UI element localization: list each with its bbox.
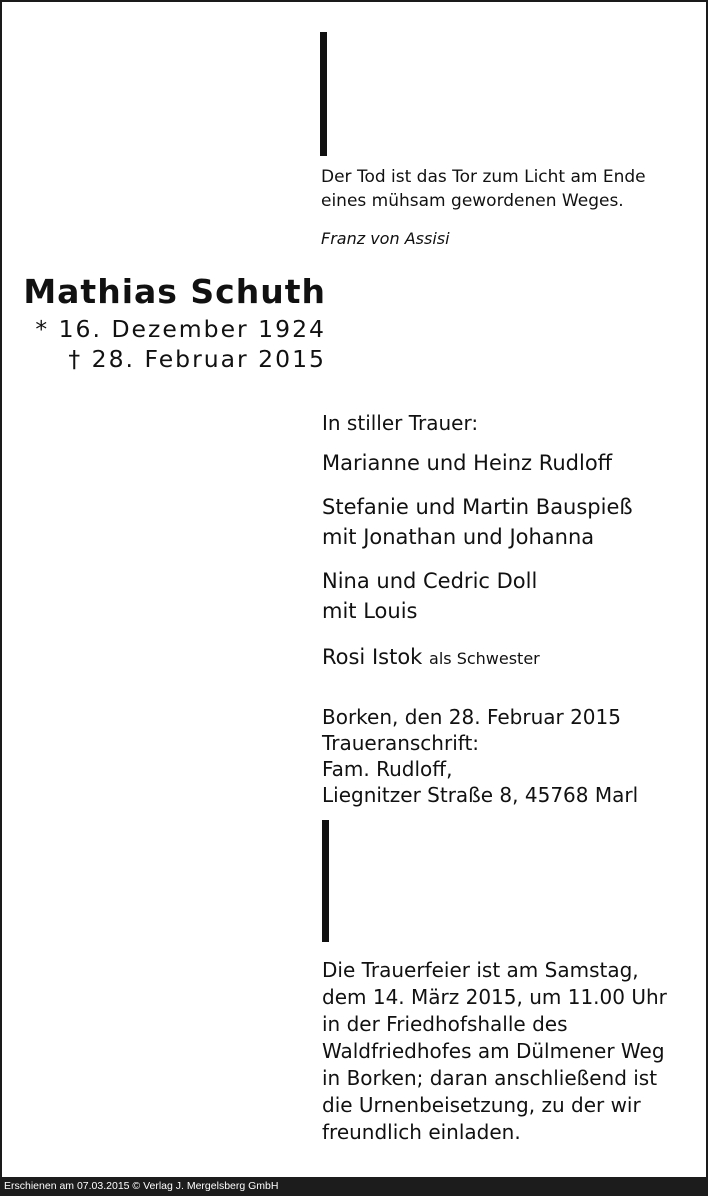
address-street: Liegnitzer Straße 8, 45768 Marl (322, 783, 639, 807)
sibling-name: Rosi Istok (322, 645, 423, 669)
mourners-intro: In stiller Trauer: (322, 411, 479, 435)
quote-line-2: eines mühsam gewordenen Weges. (321, 191, 624, 211)
publication-footer: Erschienen am 07.03.2015 © Verlag J. Mergelsberg GmbH (0, 1177, 708, 1196)
quote-line-1: Der Tod ist das Tor zum Licht am Ende (321, 167, 646, 187)
mourner-line: mit Louis (322, 599, 418, 623)
sibling-note: als Schwester (429, 649, 540, 668)
ceremony-line: die Urnenbeisetzung, zu der wir (322, 1093, 641, 1117)
mourner-line: Stefanie und Martin Bauspieß (322, 495, 633, 519)
death-date: † 28. Februar 2015 (68, 345, 326, 373)
ceremony-line: dem 14. März 2015, um 11.00 Uhr (322, 985, 667, 1009)
middle-vertical-bar (322, 820, 329, 942)
mourner-line: Nina und Cedric Doll (322, 569, 538, 593)
place-date: Borken, den 28. Februar 2015 (322, 705, 621, 729)
ceremony-line: in Borken; daran anschließend ist (322, 1066, 658, 1090)
mourner-line: Marianne und Heinz Rudloff (322, 451, 613, 475)
ceremony-line: in der Friedhofshalle des (322, 1012, 568, 1036)
deceased-name: Mathias Schuth (23, 272, 326, 311)
sibling-line (322, 644, 540, 672)
ceremony-line: Waldfriedhofes am Dülmener Weg (322, 1039, 665, 1063)
quote-author: Franz von Assisi (321, 229, 450, 248)
mourner-line: mit Jonathan und Johanna (322, 525, 595, 549)
address-label: Traueranschrift: (322, 731, 480, 755)
birth-date: * 16. Dezember 1924 (35, 315, 326, 343)
ceremony-line: freundlich einladen. (322, 1120, 521, 1144)
address-family: Fam. Rudloff, (322, 757, 453, 781)
top-vertical-bar (320, 32, 327, 156)
ceremony-line: Die Trauerfeier ist am Samstag, (322, 958, 639, 982)
